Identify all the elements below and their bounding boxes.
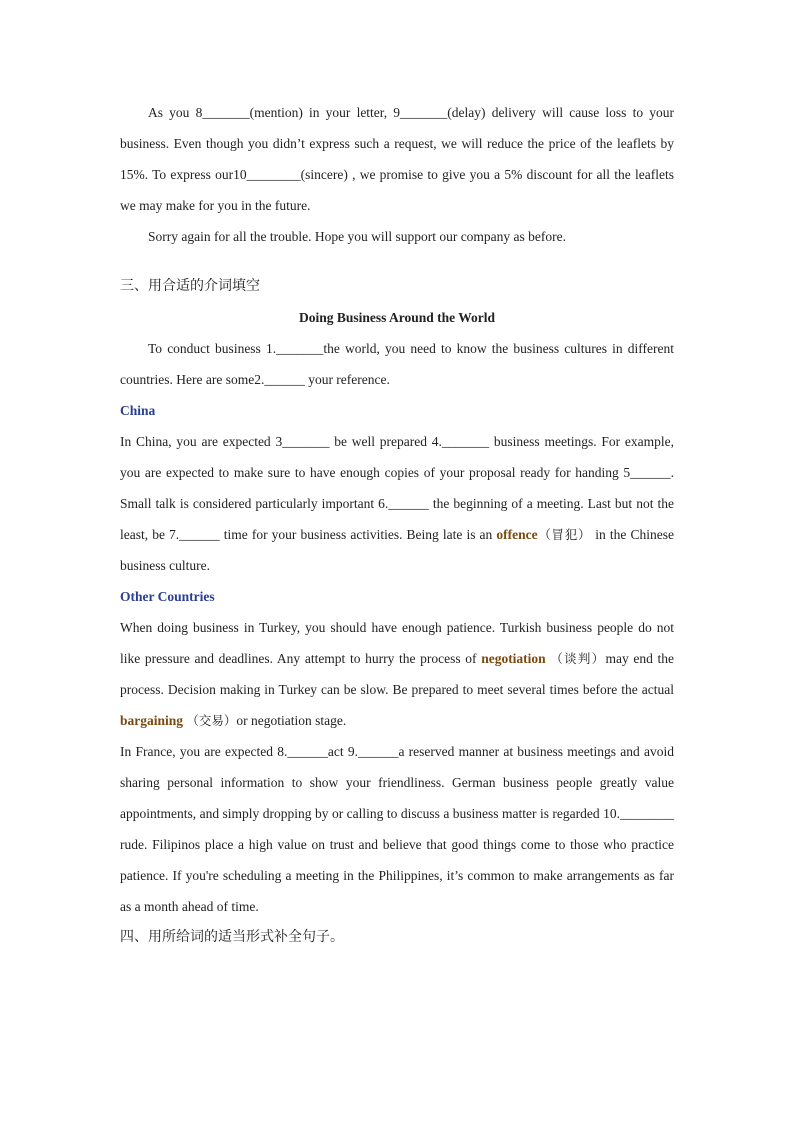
- china-text-a: In China, you are expected 3_______ be well prepared 4._______ business meetings. For example, you are expected to make sure to have enough copies of your proposal ready for handing 5______. Small talk is considered particularly important 6.______ the beginning of a meeting. Last but not the least, be 7.______ time for your business activities. Being late is an: [120, 434, 674, 542]
- intro-paragraph: To conduct business 1._______the world, you need to know the business cultures in different countries. Here are some2.______ your reference.: [120, 341, 674, 387]
- turkey-text-1: When doing business in Turkey, you should have enough patience. Turkish business people do not like pressure and deadlines. Any attempt to hurry the process of: [120, 620, 674, 666]
- letter-paragraph-2: Sorry again for all the trouble. Hope you will support our company as before.: [148, 229, 567, 244]
- gloss-offence: （冒犯）: [537, 527, 592, 542]
- section-3-heading: 三、用合适的介词填空: [120, 278, 260, 294]
- keyword-offence: offence: [496, 527, 538, 542]
- other-countries-heading: Other Countries: [120, 589, 215, 604]
- china-text-b: in the Chinese business culture.: [120, 527, 674, 573]
- gloss-negotiation: （谈判）: [550, 651, 606, 666]
- spacer: [120, 252, 674, 271]
- keyword-negotiation: negotiation: [481, 651, 546, 666]
- france-paragraph: In France, you are expected 8.______act 9.______a reserved manner at business meetings and avoid sharing personal information to show your friendliness. German business people greatly value appointments, and simply dropping by or calling to discuss a business matter is regarded 10.________ rude. Filipinos place a high value on trust and believe that good things come to those who practice patience. If you're scheduling a meeting in the Philippines, it’s common to make arrangements as far as a month ahead of time.: [120, 744, 674, 914]
- letter-paragraph-1: As you 8_______(mention) in your letter, 9_______(delay) delivery will cause loss to your business. Even though you didn’t express such a request, we will reduce the price of the leaflets by 15%. To express our10________(sincere) , we promise to give you a 5% discount for all the leaflets we may make for you in the future.: [120, 105, 674, 213]
- document-page: [120, 97, 674, 953]
- china-paragraph: [120, 426, 674, 581]
- article-title: Doing Business Around the World: [298, 310, 496, 325]
- turkey-text-3: or negotiation stage.: [236, 713, 347, 728]
- turkey-text-2: may end the process. Decision making in Turkey can be slow. Be prepared to meet several times before the actual: [120, 651, 674, 697]
- keyword-bargaining: bargaining: [120, 713, 184, 728]
- section-4-heading: 四、用所给词的适当形式补全句子。: [120, 929, 344, 945]
- china-heading: China: [120, 403, 156, 418]
- turkey-paragraph: [120, 612, 674, 736]
- gloss-bargaining: （交易）: [186, 713, 237, 728]
